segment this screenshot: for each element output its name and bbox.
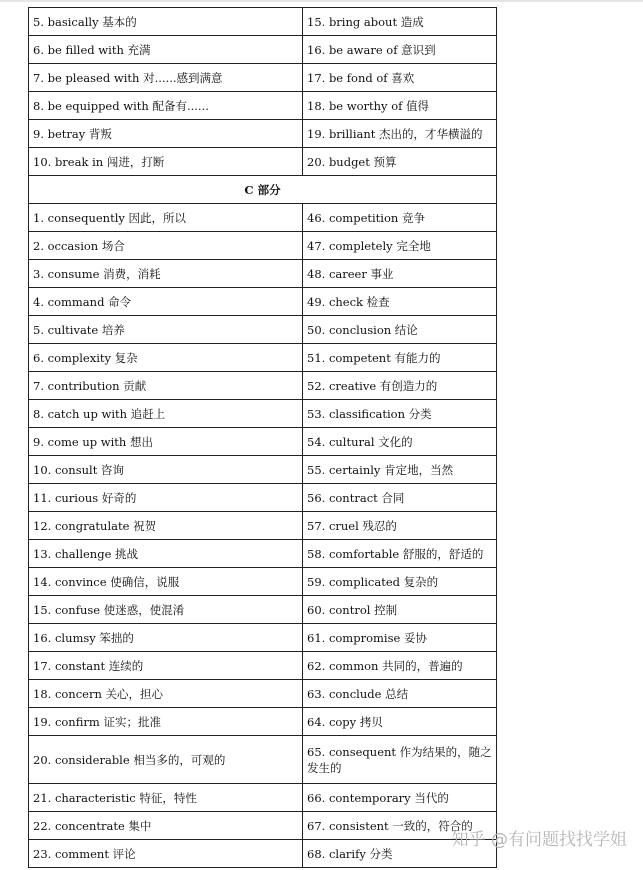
vocab-cell-left: 6. complexity 复杂 [29,344,303,372]
vocab-cell-left: 9. come up with 想出 [29,428,303,456]
table-row [29,232,497,260]
table-row [29,484,497,512]
vocab-cell-right: 19. brilliant 杰出的，才华横溢的 [303,120,497,148]
vocab-cell-left: 20. considerable 相当多的，可观的 [29,736,303,784]
table-row [29,540,497,568]
vocab-cell-right: 46. competition 竞争 [303,204,497,232]
table-row [29,372,497,400]
vocab-cell-left: 18. concern 关心，担心 [29,680,303,708]
table-row [29,428,497,456]
table-row [29,344,497,372]
table-row [29,680,497,708]
table-row [29,92,497,120]
table-row [29,36,497,64]
vocab-cell-left: 1. consequently 因此，所以 [29,204,303,232]
table-row [29,148,497,176]
vocab-cell-right: 53. classification 分类 [303,400,497,428]
table-row [29,316,497,344]
top-divider [0,0,643,2]
vocab-cell-left: 14. convince 使确信，说服 [29,568,303,596]
vocab-cell-right: 15. bring about 造成 [303,8,497,36]
vocabulary-table [28,7,497,868]
vocab-cell-left: 23. comment 评论 [29,840,303,868]
vocab-cell-left: 5. cultivate 培养 [29,316,303,344]
vocab-cell-right: 61. compromise 妥协 [303,624,497,652]
vocab-cell-right: 65. consequent 作为结果的，随之发生的 [303,736,497,784]
table-row [29,652,497,680]
vocab-cell-right: 68. clarify 分类 [303,840,497,868]
table-row [29,736,497,784]
table-row [29,840,497,868]
vocab-cell-right: 63. conclude 总结 [303,680,497,708]
vocab-cell-left: 2. occasion 场合 [29,232,303,260]
vocab-cell-right: 49. check 检查 [303,288,497,316]
vocab-cell-left: 7. be pleased with 对......感到满意 [29,64,303,92]
section-header-row [29,176,497,204]
table-row [29,596,497,624]
vocab-cell-left: 22. concentrate 集中 [29,812,303,840]
vocab-cell-right: 50. conclusion 结论 [303,316,497,344]
table-row [29,204,497,232]
vocab-cell-left: 3. consume 消费，消耗 [29,260,303,288]
vocab-cell-right: 17. be fond of 喜欢 [303,64,497,92]
section-title: C 部分 [29,176,497,204]
vocab-cell-right: 60. control 控制 [303,596,497,624]
vocab-cell-right: 67. consistent 一致的，符合的 [303,812,497,840]
table-row [29,708,497,736]
watermark: 知乎 @有问题找找学姐 [451,830,627,850]
vocab-cell-left: 9. betray 背叛 [29,120,303,148]
vocab-cell-right: 16. be aware of 意识到 [303,36,497,64]
vocab-cell-left: 16. clumsy 笨拙的 [29,624,303,652]
vocab-cell-left: 12. congratulate 祝贺 [29,512,303,540]
vocab-cell-right: 52. creative 有创造力的 [303,372,497,400]
vocab-cell-left: 13. challenge 挑战 [29,540,303,568]
vocab-cell-right: 57. cruel 残忍的 [303,512,497,540]
vocab-cell-left: 11. curious 好奇的 [29,484,303,512]
table-row [29,512,497,540]
vocab-cell-right: 51. competent 有能力的 [303,344,497,372]
vocab-cell-right: 56. contract 合同 [303,484,497,512]
vocab-cell-left: 19. confirm 证实；批准 [29,708,303,736]
vocab-cell-right: 58. comfortable 舒服的，舒适的 [303,540,497,568]
vocab-cell-left: 7. contribution 贡献 [29,372,303,400]
vocab-cell-left: 10. break in 闯进，打断 [29,148,303,176]
table-row [29,260,497,288]
table-row [29,784,497,812]
table-row [29,288,497,316]
table-row [29,812,497,840]
vocab-cell-right: 55. certainly 肯定地，当然 [303,456,497,484]
table-row [29,400,497,428]
table-row [29,120,497,148]
vocab-cell-right: 64. copy 拷贝 [303,708,497,736]
table-row [29,8,497,36]
vocab-cell-left: 6. be filled with 充满 [29,36,303,64]
vocab-cell-left: 5. basically 基本的 [29,8,303,36]
vocab-cell-left: 8. be equipped with 配备有...... [29,92,303,120]
vocab-cell-right: 47. completely 完全地 [303,232,497,260]
vocab-cell-left: 21. characteristic 特征，特性 [29,784,303,812]
vocab-cell-right: 62. common 共同的，普遍的 [303,652,497,680]
vocab-cell-right: 66. contemporary 当代的 [303,784,497,812]
vocab-cell-left: 10. consult 咨询 [29,456,303,484]
vocab-cell-right: 48. career 事业 [303,260,497,288]
table-row [29,568,497,596]
vocab-cell-right: 54. cultural 文化的 [303,428,497,456]
vocab-cell-left: 15. confuse 使迷惑，使混淆 [29,596,303,624]
vocab-cell-right: 59. complicated 复杂的 [303,568,497,596]
vocab-cell-left: 17. constant 连续的 [29,652,303,680]
vocab-cell-left: 8. catch up with 追赶上 [29,400,303,428]
table-row [29,456,497,484]
table-row [29,64,497,92]
vocab-cell-right: 20. budget 预算 [303,148,497,176]
vocab-cell-left: 4. command 命令 [29,288,303,316]
vocab-cell-right: 18. be worthy of 值得 [303,92,497,120]
table-row [29,624,497,652]
